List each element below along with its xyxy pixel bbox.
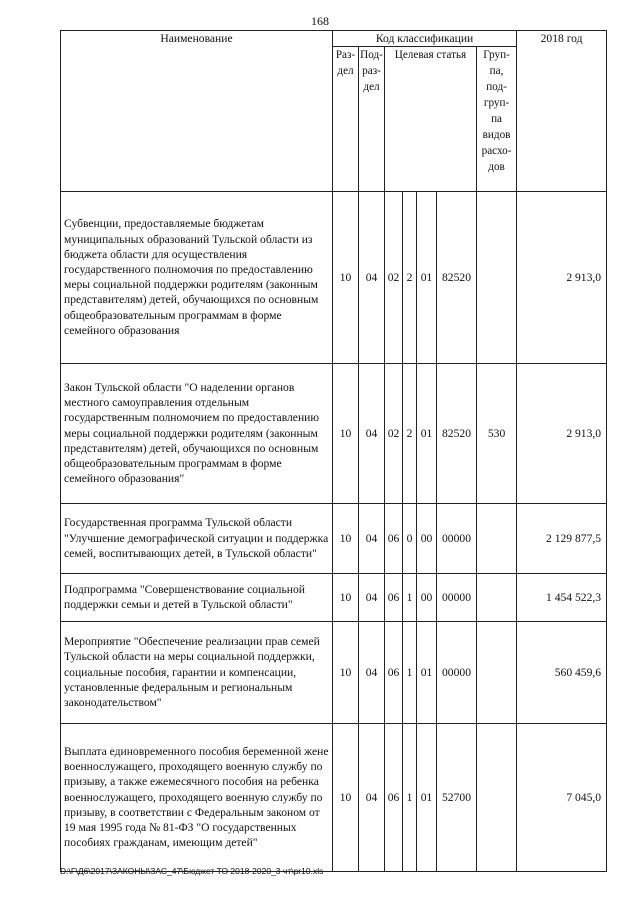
header-name: Наименование: [61, 31, 333, 192]
row-group: [477, 191, 517, 363]
header-year: 2018 год: [517, 31, 607, 192]
row-amount: 2 913,0: [517, 363, 607, 503]
row-section: 10: [333, 621, 359, 723]
row-section: 10: [333, 503, 359, 573]
row-target-2: 1: [403, 621, 417, 723]
row-name: Выплата единовременного пособия беременной жене военнослужащего, проходящего военную службу по призыву, а также ежемесячного пособия на ребенка военнослужащего, проходящего военную службу по призыву, в соответствии с Федеральным законом от 19 мая 1995 года № 81-ФЗ "О государственных пособиях гражданам, имеющим детей": [61, 723, 333, 871]
row-target-2: 0: [403, 503, 417, 573]
row-amount: 560 459,6: [517, 621, 607, 723]
header-subsection: Под- раз- дел: [359, 47, 385, 192]
row-amount: 2 913,0: [517, 191, 607, 363]
row-group: [477, 503, 517, 573]
row-subsection: 04: [359, 723, 385, 871]
footer-file-path: D:\Г\Д6\2017\ЗАКОНЫ\ЗАС_47\Бюджет ТО 2018-2020_3 чт\pr10.xls: [60, 866, 324, 876]
row-subsection: 04: [359, 573, 385, 621]
row-target-1: 06: [385, 723, 403, 871]
row-target-3: 01: [417, 723, 437, 871]
row-group: 530: [477, 363, 517, 503]
row-group: [477, 621, 517, 723]
row-target-1: 06: [385, 503, 403, 573]
row-target-4: 00000: [437, 573, 477, 621]
row-group: [477, 573, 517, 621]
row-section: 10: [333, 191, 359, 363]
row-amount: 7 045,0: [517, 723, 607, 871]
header-classification: Код классификации: [333, 31, 517, 47]
row-section: 10: [333, 573, 359, 621]
header-section: Раз- дел: [333, 47, 359, 192]
row-name: Подпрограмма "Совершенствование социальной поддержки семьи и детей в Тульской области": [61, 573, 333, 621]
budget-table: [60, 30, 607, 872]
page-number: 168: [311, 14, 329, 28]
row-subsection: 04: [359, 503, 385, 573]
row-target-2: 1: [403, 573, 417, 621]
row-group: [477, 723, 517, 871]
row-target-3: 01: [417, 191, 437, 363]
row-target-3: 01: [417, 621, 437, 723]
row-name: Субвенции, предоставляемые бюджетам муниципальных образований Тульской области из бюджета области для осуществления государственного полномочия по предоставлению меры социальной поддержки родителям (законным представителям) детей, обучающихся по основным общеобразовательным программам в форме семейного образования: [61, 191, 333, 363]
row-subsection: 04: [359, 363, 385, 503]
row-target-4: 00000: [437, 503, 477, 573]
header-expense-group: Груп- па, под- груп- па видов расхо- дов: [477, 47, 517, 192]
row-target-2: 2: [403, 191, 417, 363]
table-row: [61, 363, 607, 503]
row-name: Мероприятие "Обеспечение реализации прав семей Тульской области на меры социальной поддержки, социальные пособия, гарантии и компенсации, установленные федеральным и региональным законодательством": [61, 621, 333, 723]
header-target-article: Целевая статья: [385, 47, 477, 64]
row-target-1: 02: [385, 363, 403, 503]
row-target-4: 00000: [437, 621, 477, 723]
row-target-2: 1: [403, 723, 417, 871]
row-target-1: 06: [385, 621, 403, 723]
row-name: Закон Тульской области "О наделении органов местного самоуправления отдельным государственным полномочием по предоставлению меры социальной поддержки родителям (законным представителям) детей, обучающихся по основным общеобразовательным программам в форме семейного образования": [61, 363, 333, 503]
row-target-4: 82520: [437, 363, 477, 503]
row-target-3: 01: [417, 363, 437, 503]
row-target-4: 52700: [437, 723, 477, 871]
row-target-3: 00: [417, 573, 437, 621]
row-target-1: 02: [385, 191, 403, 363]
row-subsection: 04: [359, 621, 385, 723]
row-section: 10: [333, 723, 359, 871]
row-target-4: 82520: [437, 191, 477, 363]
row-target-2: 2: [403, 363, 417, 503]
table-row: [61, 723, 607, 871]
table-row: [61, 191, 607, 363]
table-row: [61, 503, 607, 573]
table-row: [61, 621, 607, 723]
row-target-3: 00: [417, 503, 437, 573]
row-amount: 1 454 522,3: [517, 573, 607, 621]
header-row-top: [61, 31, 607, 47]
table-row: [61, 573, 607, 621]
row-section: 10: [333, 363, 359, 503]
header-target-article-spacer: [385, 63, 477, 191]
row-target-1: 06: [385, 573, 403, 621]
row-name: Государственная программа Тульской области "Улучшение демографической ситуации и поддержка семей, воспитывающих детей, в Тульской области": [61, 503, 333, 573]
row-amount: 2 129 877,5: [517, 503, 607, 573]
row-subsection: 04: [359, 191, 385, 363]
